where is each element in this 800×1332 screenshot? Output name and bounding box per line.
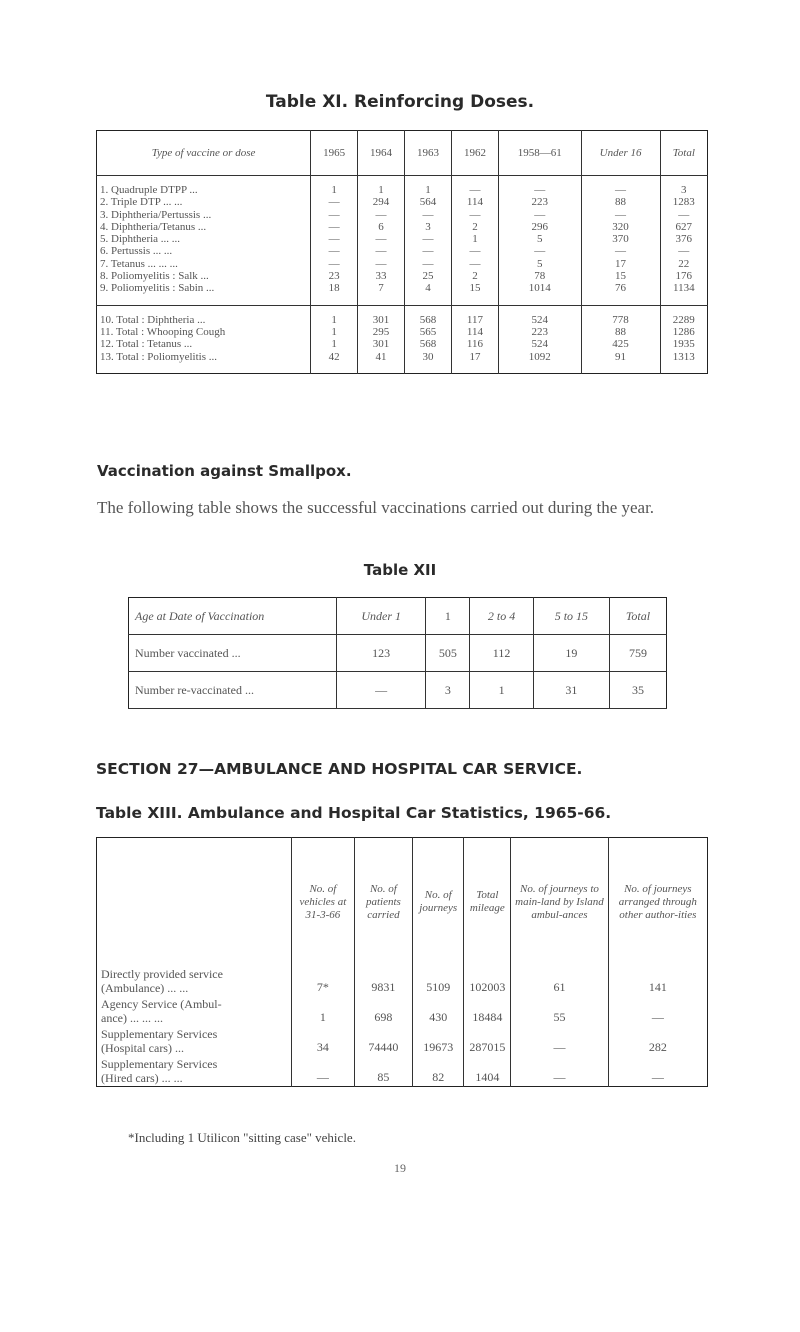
table11-cell: 117 [451, 305, 498, 326]
table11-header-type: Type of vaccine or dose [97, 131, 311, 176]
table13-row-label-line1: Directly provided service [101, 967, 223, 981]
table13-row-label-line2: (Hired cars) ... ... [101, 1071, 183, 1085]
table11-cell: — [451, 258, 498, 270]
table11-cell: 91 [581, 351, 660, 374]
table13-row [97, 1056, 708, 1087]
table11-header-1964: 1964 [358, 131, 405, 176]
table11-cell: 1935 [660, 338, 707, 350]
table12-cell: 759 [609, 635, 666, 672]
table11-cell: — [311, 245, 358, 257]
table11-cell: — [405, 209, 452, 221]
table11-cell: 1 [311, 338, 358, 350]
table12-header-row [129, 598, 667, 635]
table13-cell: 19673 [413, 1026, 464, 1056]
table11-cell: 627 [660, 221, 707, 233]
table11-cell: 7 [358, 282, 405, 305]
table13-row-label-line1: Agency Service (Ambul- [101, 997, 222, 1011]
table11-body [97, 176, 708, 374]
table13-cell: — [608, 996, 707, 1026]
table11-cell: — [498, 176, 581, 197]
table11-cell: — [581, 176, 660, 197]
table13-cell: 698 [354, 996, 412, 1026]
table11-cell: 114 [451, 326, 498, 338]
table11-cell: 1 [311, 176, 358, 197]
table11-cell: — [451, 176, 498, 197]
table13-header-vehicles: No. of vehicles at 31-3-66 [292, 838, 355, 967]
page-number: 19 [394, 1161, 406, 1175]
table11-cell: — [660, 245, 707, 257]
table11-cell: 18 [311, 282, 358, 305]
table11-row-label: 4. Diphtheria/Tetanus ... [100, 220, 207, 233]
table13-header-mileage: Total mileage [464, 838, 511, 967]
table13-row-label [97, 996, 292, 1026]
table11-cell: 2 [451, 270, 498, 282]
table11-header-total: Total [660, 131, 707, 176]
table12-header-5to15: 5 to 15 [533, 598, 609, 635]
table13-body [97, 966, 708, 1087]
table11-cell: 88 [581, 196, 660, 208]
table13-cell: 55 [511, 996, 608, 1026]
table11-cell: — [451, 209, 498, 221]
table11-cell: 176 [660, 270, 707, 282]
table11-cell: — [498, 245, 581, 257]
table11-cell: 17 [451, 351, 498, 374]
table11-header-row [97, 131, 708, 176]
table11-cell: 1 [311, 326, 358, 338]
section27-heading: SECTION 27—AMBULANCE AND HOSPITAL CAR SERVICE. [96, 760, 583, 778]
table12-title: Table XII [363, 561, 437, 579]
table13-cell: 141 [608, 966, 707, 996]
table11-cell: 2 [451, 221, 498, 233]
table11-title: Table XI. Reinforcing Doses. [265, 92, 535, 112]
table13-row-label-line2: (Ambulance) ... ... [101, 981, 189, 995]
table11-cell: 568 [405, 305, 452, 326]
table11-row [97, 221, 708, 233]
table11-cell: 1 [311, 305, 358, 326]
table12-header-2to4: 2 to 4 [470, 598, 534, 635]
table11-cell: — [358, 209, 405, 221]
table13-cell: 282 [608, 1026, 707, 1056]
table13-cell: 7* [292, 966, 355, 996]
table11-cell: 223 [498, 196, 581, 208]
table11-cell: 15 [581, 270, 660, 282]
table12-cell: — [337, 672, 426, 709]
table11-row-label: 6. Pertussis ... ... [100, 245, 173, 258]
table11-cell: 22 [660, 258, 707, 270]
table13-title: Table XIII. Ambulance and Hospital Car Statistics, 1965-66. [96, 804, 612, 822]
table11-header-1963: 1963 [405, 131, 452, 176]
table11-row [97, 305, 708, 326]
table13-header-mainland: No. of journeys to main-land by Island ambul-ances [511, 838, 608, 967]
table11-cell: — [358, 233, 405, 245]
table11-cell: 116 [451, 338, 498, 350]
table11-cell: — [498, 209, 581, 221]
table11-cell: 78 [498, 270, 581, 282]
table11-cell: 1 [405, 176, 452, 197]
table13-cell: 5109 [413, 966, 464, 996]
table13-cell: 1404 [464, 1056, 511, 1087]
table11-cell: 23 [311, 270, 358, 282]
table11-cell: — [358, 258, 405, 270]
table13-cell: 1 [292, 996, 355, 1026]
table11-cell: 376 [660, 233, 707, 245]
table11 [96, 130, 708, 374]
table13-cell: — [511, 1056, 608, 1087]
table11-cell: — [311, 233, 358, 245]
table11-row-label: 13. Total : Poliomyelitis ... [100, 350, 217, 363]
table11-cell: 4 [405, 282, 452, 305]
table11-header-1962: 1962 [451, 131, 498, 176]
table11-cell: 5 [498, 258, 581, 270]
table11-cell: 778 [581, 305, 660, 326]
table12 [128, 597, 667, 709]
table12-row [129, 635, 667, 672]
table13-cell: 9831 [354, 966, 412, 996]
table11-row [97, 351, 708, 374]
table11-cell: 1134 [660, 282, 707, 305]
table13-cell: 85 [354, 1056, 412, 1087]
table11-cell: — [311, 209, 358, 221]
table11-row-label: 11. Total : Whooping Cough [100, 325, 226, 338]
table13-header-patients: No. of patients carried [354, 838, 412, 967]
table11-cell: — [581, 209, 660, 221]
table11-row-label: 3. Diphtheria/Pertussis ... [100, 208, 212, 221]
table11-row-label: 9. Poliomyelitis : Sabin ... [100, 282, 215, 295]
table11-row [97, 245, 708, 257]
table11-cell: 88 [581, 326, 660, 338]
table11-row [97, 270, 708, 282]
table13-cell: 430 [413, 996, 464, 1026]
table11-cell: 1092 [498, 351, 581, 374]
table13-cell: — [292, 1056, 355, 1087]
table12-cell: 505 [426, 635, 470, 672]
table13-row [97, 966, 708, 996]
table12-row-label: Number re-vaccinated ... [129, 672, 337, 709]
table11-cell: 294 [358, 196, 405, 208]
table11-cell: 3 [660, 176, 707, 197]
table13-cell: 74440 [354, 1026, 412, 1056]
table11-cell: — [405, 258, 452, 270]
table11-cell: 33 [358, 270, 405, 282]
table13-cell: 102003 [464, 966, 511, 996]
table11-cell: 564 [405, 196, 452, 208]
table13-row-label-line1: Supplementary Services [101, 1057, 218, 1071]
table11-cell: — [405, 245, 452, 257]
table13-row-label-line2: (Hospital cars) ... [101, 1041, 184, 1055]
table12-cell: 3 [426, 672, 470, 709]
table13-header-blank [97, 838, 292, 967]
table11-cell: 301 [358, 305, 405, 326]
table12-header-under1: Under 1 [337, 598, 426, 635]
table13-row-label [97, 966, 292, 996]
table11-cell: — [581, 245, 660, 257]
table13-cell: 18484 [464, 996, 511, 1026]
table11-cell: — [451, 245, 498, 257]
table13-cell: 34 [292, 1026, 355, 1056]
table12-header-age: Age at Date of Vaccination [129, 598, 337, 635]
table13-row-label-line1: Supplementary Services [101, 1027, 218, 1041]
table11-cell: 565 [405, 326, 452, 338]
table13-header-row [97, 838, 708, 967]
table13-row-label [97, 1056, 292, 1087]
table12-row [129, 672, 667, 709]
table13-cell: 287015 [464, 1026, 511, 1056]
table13-header-journeys: No. of journeys [413, 838, 464, 967]
table11-cell: 1 [451, 233, 498, 245]
table11-cell: 15 [451, 282, 498, 305]
table11-cell: 25 [405, 270, 452, 282]
table11-header-under16: Under 16 [581, 131, 660, 176]
table11-row-label: 10. Total : Diphtheria ... [97, 305, 311, 326]
table11-cell: — [660, 209, 707, 221]
table13-row-label-line2: ance) ... ... ... [101, 1011, 163, 1025]
table11-cell: 2289 [660, 305, 707, 326]
table11-cell: — [358, 245, 405, 257]
table11-cell: 17 [581, 258, 660, 270]
table12-body [129, 635, 667, 709]
table13 [96, 837, 708, 1087]
table11-cell: — [311, 221, 358, 233]
table12-cell: 123 [337, 635, 426, 672]
table11-row-label: 5. Diphtheria ... ... [100, 233, 181, 246]
table11-row [97, 209, 708, 221]
table13-cell: — [608, 1056, 707, 1087]
table11-cell: 6 [358, 221, 405, 233]
table11-row [97, 176, 708, 197]
table13-cell: 61 [511, 966, 608, 996]
table12-cell: 1 [470, 672, 534, 709]
table11-row [97, 282, 708, 305]
table11-cell: 1283 [660, 196, 707, 208]
table12-cell: 35 [609, 672, 666, 709]
table13-header-other: No. of journeys arranged through other author-ities [608, 838, 707, 967]
table11-cell: — [311, 196, 358, 208]
table11-row-label: 7. Tetanus ... ... ... [100, 257, 178, 270]
table11-cell: 296 [498, 221, 581, 233]
table11-row [97, 338, 708, 350]
table11-cell: 370 [581, 233, 660, 245]
table11-cell: 1 [358, 176, 405, 197]
table13-row [97, 996, 708, 1026]
table11-cell: 5 [498, 233, 581, 245]
table11-cell: — [311, 258, 358, 270]
table11-cell: 568 [405, 338, 452, 350]
table12-row-label: Number vaccinated ... [129, 635, 337, 672]
table11-cell: — [405, 233, 452, 245]
table12-cell: 31 [533, 672, 609, 709]
table13-row [97, 1026, 708, 1056]
table11-cell: 524 [498, 305, 581, 326]
table11-row-label: 8. Poliomyelitis : Salk ... [100, 270, 209, 283]
table11-header-1965: 1965 [311, 131, 358, 176]
table11-cell: 425 [581, 338, 660, 350]
table11-cell: 1014 [498, 282, 581, 305]
table11-row [97, 258, 708, 270]
table11-row-label: 1. Quadruple DTPP ... [100, 184, 198, 196]
table11-cell: 301 [358, 338, 405, 350]
table13-cell: 82 [413, 1056, 464, 1087]
table11-cell: 295 [358, 326, 405, 338]
table11-cell: 524 [498, 338, 581, 350]
table11-row-label: 12. Total : Tetanus ... [100, 338, 193, 351]
table13-footnote: *Including 1 Utilicon "sitting case" vehicle. [128, 1130, 356, 1145]
table11-row [97, 233, 708, 245]
smallpox-heading: Vaccination against Smallpox. [97, 462, 352, 480]
smallpox-text: The following table shows the successful vaccinations carried out during the year. [97, 498, 655, 517]
table11-row-label: 2. Triple DTP ... ... [100, 196, 183, 209]
table11-cell: 76 [581, 282, 660, 305]
table11-cell: 1286 [660, 326, 707, 338]
table11-cell: 320 [581, 221, 660, 233]
table13-cell: — [511, 1026, 608, 1056]
table11-cell: 42 [311, 351, 358, 374]
table12-header-1: 1 [426, 598, 470, 635]
table11-cell: 223 [498, 326, 581, 338]
table11-header-1958-61: 1958—61 [498, 131, 581, 176]
table11-row [97, 196, 708, 208]
table11-cell: 114 [451, 196, 498, 208]
table11-row [97, 326, 708, 338]
table11-cell: 3 [405, 221, 452, 233]
table12-header-total: Total [609, 598, 666, 635]
table12-cell: 112 [470, 635, 534, 672]
table13-row-label [97, 1026, 292, 1056]
table11-cell: 1313 [660, 351, 707, 374]
table11-cell: 30 [405, 351, 452, 374]
table11-cell: 41 [358, 351, 405, 374]
table12-cell: 19 [533, 635, 609, 672]
